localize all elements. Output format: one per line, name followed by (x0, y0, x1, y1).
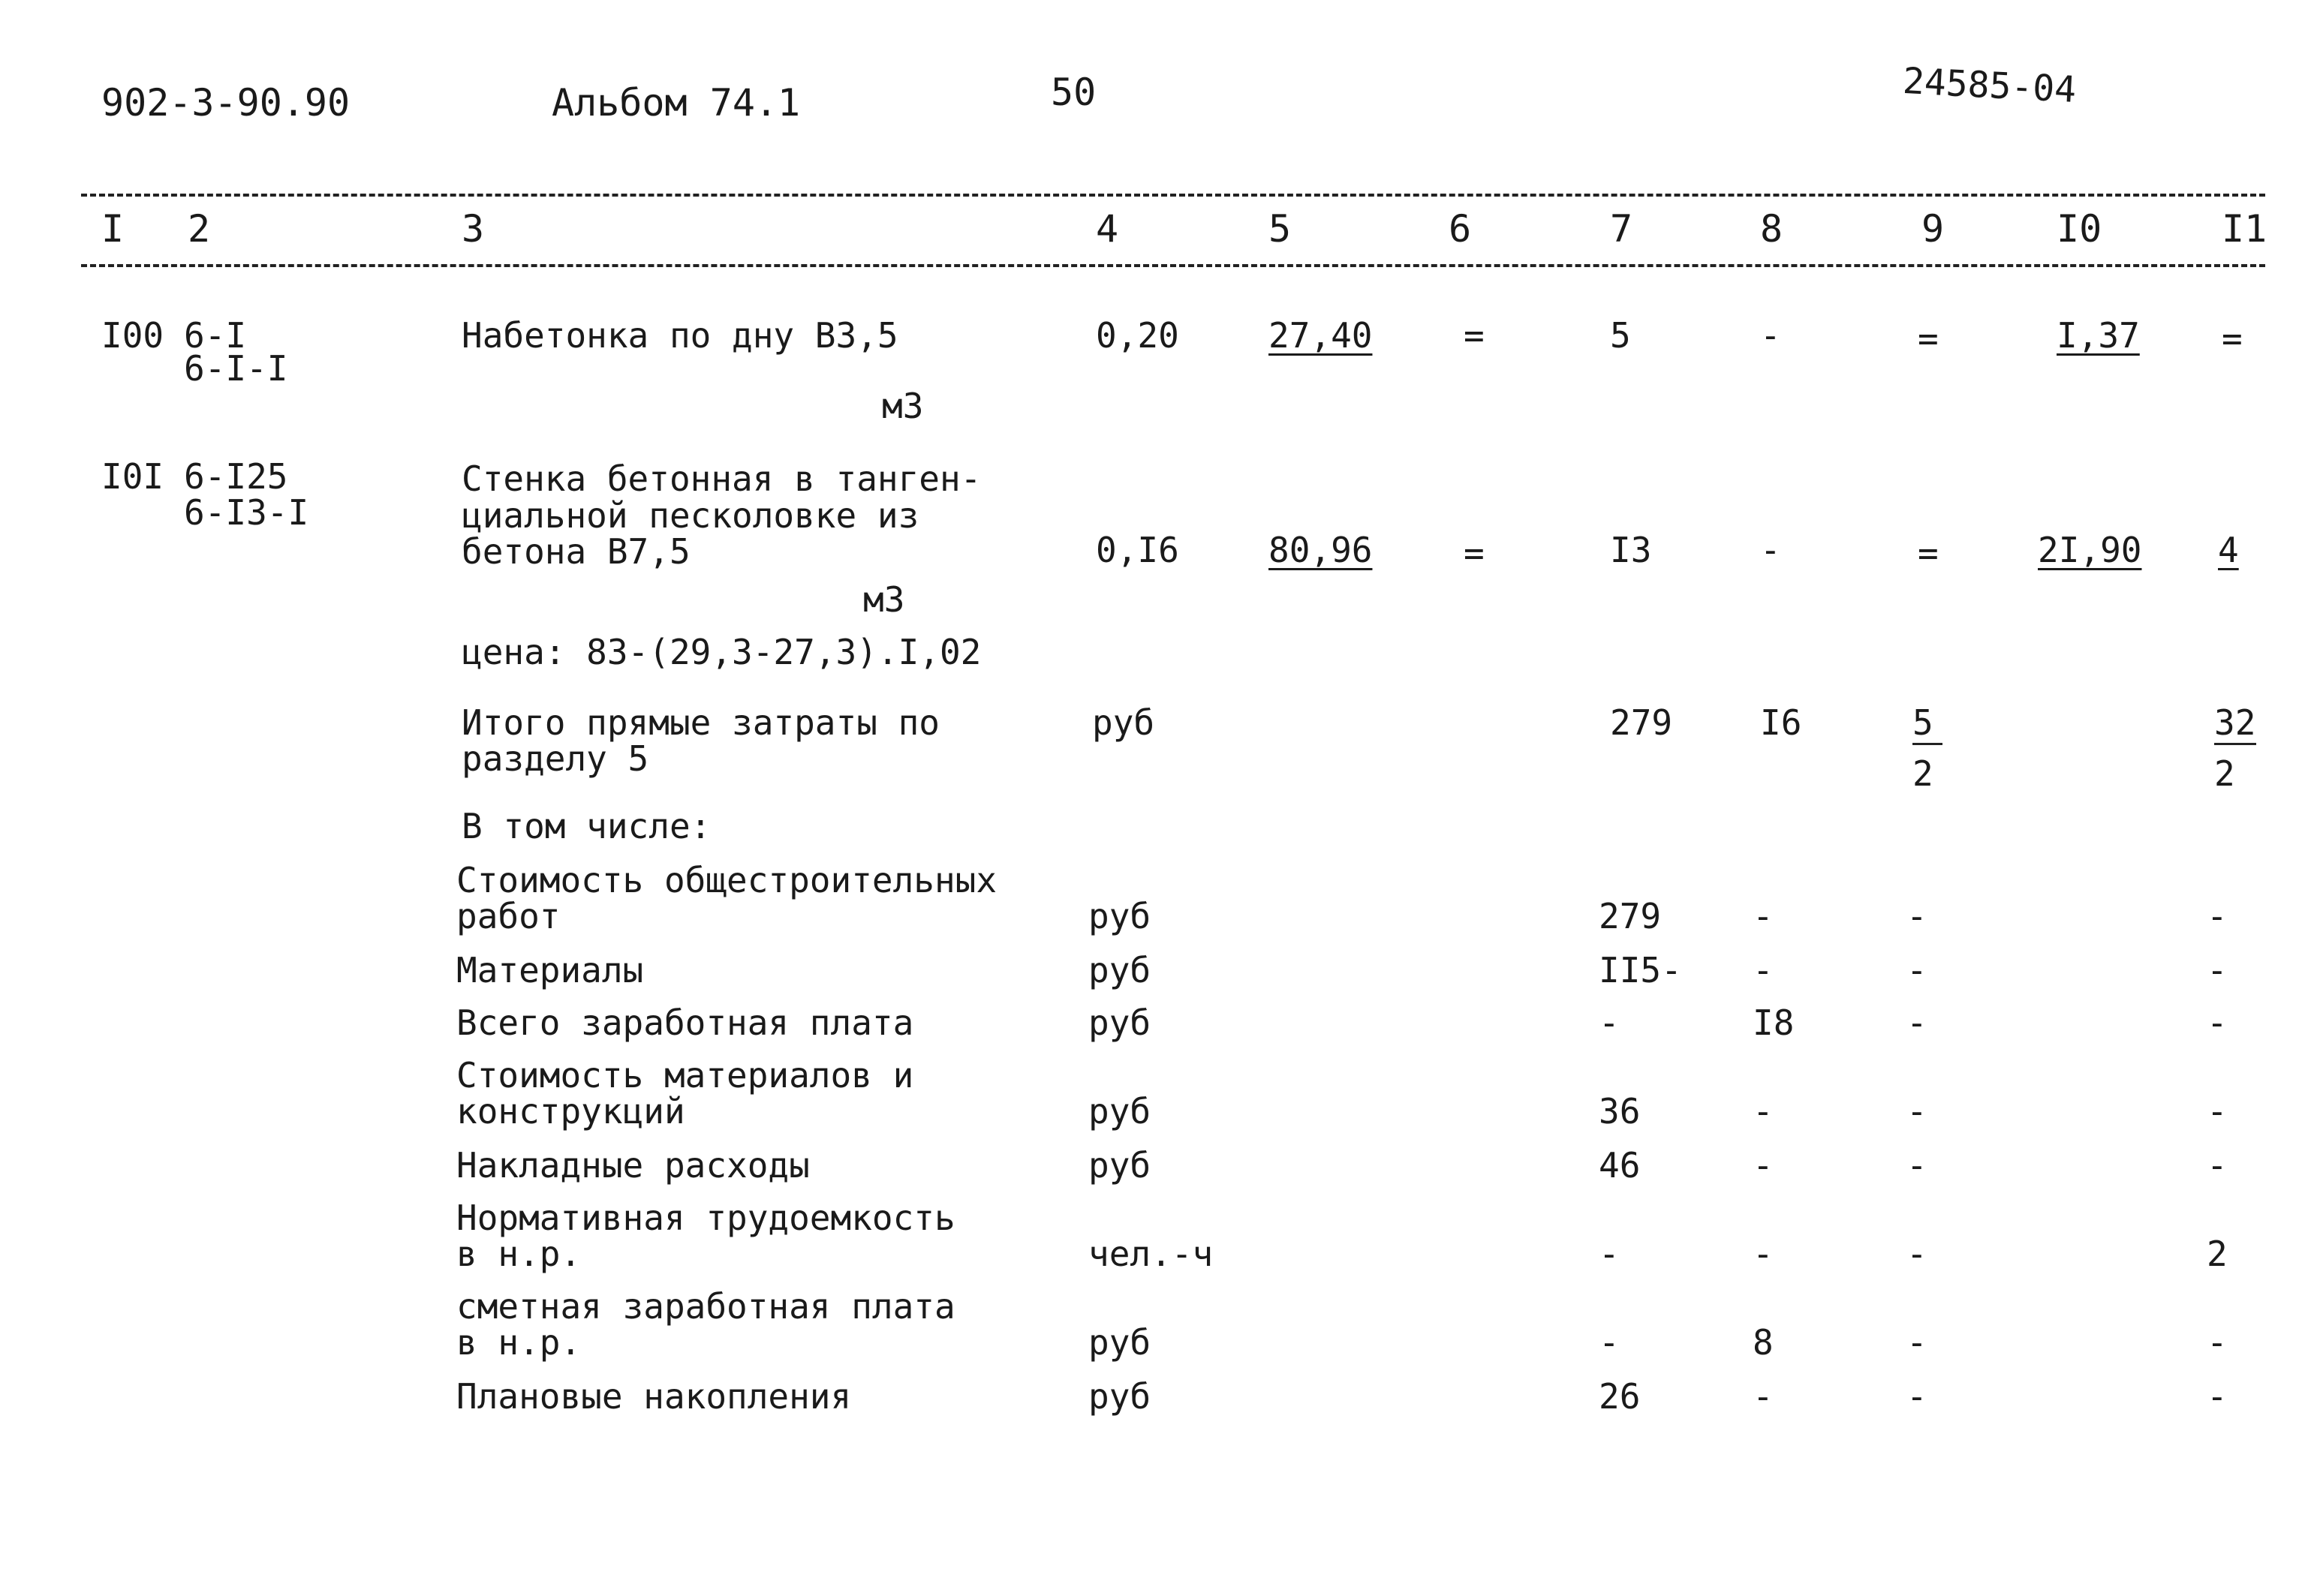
breakdown-col11: - (2207, 950, 2228, 990)
row-description: Набетонка по дну В3,5 (462, 315, 898, 356)
row-unit: м3 (863, 579, 905, 620)
breakdown-col7: 36 (1599, 1091, 1641, 1132)
row-unit: м3 (882, 386, 924, 426)
total-col7: 279 (1610, 702, 1673, 743)
col-header-7: 7 (1610, 207, 1633, 251)
breakdown-col9: - (1906, 950, 1927, 990)
breakdown-col9: - (1906, 1145, 1927, 1186)
row-number: I00 (101, 315, 164, 356)
breakdown-label: Всего заработная плата (456, 1002, 914, 1043)
breakdown-col8: - (1753, 1376, 1774, 1417)
row-col7: 5 (1610, 315, 1631, 356)
total-col8: I6 (1760, 702, 1802, 743)
col-header-1: I (101, 207, 125, 251)
breakdown-col11: - (2207, 896, 2228, 936)
breakdown-col7: - (1599, 1322, 1620, 1363)
breakdown-col8: I8 (1753, 1002, 1795, 1043)
breakdown-col7: 26 (1599, 1376, 1641, 1417)
breakdown-label: сметная заработная плата (456, 1286, 955, 1327)
col-header-8: 8 (1760, 207, 1783, 251)
breakdown-col8: 8 (1753, 1322, 1774, 1363)
breakdown-col11: - (2207, 1145, 2228, 1186)
breakdown-col9: - (1906, 1322, 1927, 1363)
row-col6: = (1464, 315, 1485, 356)
breakdown-col9: - (1906, 896, 1927, 936)
row-unit-price: 80,96 (1268, 530, 1373, 570)
breakdown-col9: - (1906, 1091, 1927, 1132)
row-col9: = (1918, 318, 1939, 359)
col-header-5: 5 (1268, 207, 1292, 251)
row-number: I0I (101, 456, 164, 497)
breakdown-col11: - (2207, 1091, 2228, 1132)
row-code-sub: 6-I-I (184, 348, 288, 389)
row-unit-price: 27,40 (1268, 315, 1373, 356)
price-formula: цена: 83-(29,3-27,3).I,02 (462, 632, 982, 672)
breakdown-label-line2: в н.р. (456, 1234, 582, 1274)
breakdown-col7: II5- (1599, 950, 1682, 990)
breakdown-col11: 2 (2207, 1234, 2228, 1274)
breakdown-col9: - (1906, 1002, 1927, 1043)
col-header-4: 4 (1096, 207, 1119, 251)
breakdown-col11: - (2207, 1376, 2228, 1417)
col-header-11: I1 (2222, 207, 2267, 251)
fraction-bar (1912, 743, 1942, 745)
row-description-line3: бетона В7,5 (462, 531, 691, 572)
total-label-line1: Итого прямые затраты по (462, 702, 940, 743)
breakdown-unit: чел.-ч (1088, 1234, 1214, 1274)
breakdown-col8: - (1753, 1145, 1774, 1186)
breakdown-label: Стоимость общестроительных (456, 860, 998, 900)
breakdown-col8: - (1753, 950, 1774, 990)
row-col10: I,37 (2057, 315, 2140, 356)
breakdown-label: Материалы (456, 950, 644, 990)
breakdown-unit: руб (1088, 1145, 1151, 1186)
archive-stamp: 24585-04 (1901, 59, 2078, 112)
row-col11: 4 (2218, 530, 2239, 570)
row-quantity: 0,I6 (1096, 530, 1179, 570)
breakdown-label-line2: работ (456, 896, 561, 936)
breakdown-col8: - (1753, 1234, 1774, 1274)
breakdown-label-line2: в н.р. (456, 1322, 582, 1363)
row-col7: I3 (1610, 530, 1652, 570)
col-header-6: 6 (1449, 207, 1472, 251)
including-heading: В том числе: (462, 806, 712, 846)
total-col9-top: 5 (1912, 702, 1933, 743)
breakdown-label: Стоимость материалов и (456, 1055, 914, 1096)
total-col11-top: 32 (2214, 702, 2256, 743)
breakdown-col11: - (2207, 1322, 2228, 1363)
row-code: 6-I (184, 315, 247, 356)
breakdown-col7: 46 (1599, 1145, 1641, 1186)
breakdown-col7: - (1599, 1234, 1620, 1274)
breakdown-unit: руб (1088, 1322, 1151, 1363)
row-code-sub: 6-I3-I (184, 492, 309, 533)
row-col11: = (2222, 318, 2243, 359)
row-description-line2: циальной песколовке из (462, 495, 919, 536)
breakdown-col8: - (1753, 896, 1774, 936)
breakdown-col8: - (1753, 1091, 1774, 1132)
breakdown-col7: - (1599, 1002, 1620, 1043)
col-header-10: I0 (2057, 207, 2102, 251)
breakdown-col9: - (1906, 1376, 1927, 1417)
col-header-9: 9 (1921, 207, 1945, 251)
header-rule-top (81, 194, 2265, 197)
document-code: 902-3-90.90 (101, 81, 351, 125)
breakdown-label: Накладные расходы (456, 1145, 810, 1186)
breakdown-unit: руб (1088, 1376, 1151, 1417)
fraction-bar (2214, 743, 2256, 745)
row-col6: = (1464, 533, 1485, 573)
total-unit: руб (1092, 702, 1155, 743)
breakdown-label: Нормативная трудоемкость (456, 1198, 955, 1238)
header-rule-bottom (81, 264, 2265, 267)
total-col11-bottom: 2 (2214, 753, 2235, 794)
row-quantity: 0,20 (1096, 315, 1179, 356)
breakdown-unit: руб (1088, 950, 1151, 990)
row-col9: = (1918, 533, 1939, 573)
row-description-line1: Стенка бетонная в танген- (462, 458, 982, 499)
breakdown-col7: 279 (1599, 896, 1662, 936)
row-col10: 2I,90 (2038, 530, 2142, 570)
page-number: 50 (1051, 71, 1097, 114)
breakdown-unit: руб (1088, 896, 1151, 936)
row-col8: - (1760, 530, 1781, 570)
row-code: 6-I25 (184, 456, 288, 497)
breakdown-col9: - (1906, 1234, 1927, 1274)
breakdown-label: Плановые накопления (456, 1376, 852, 1417)
col-header-2: 2 (188, 207, 211, 251)
row-col8: - (1760, 315, 1781, 356)
breakdown-unit: руб (1088, 1002, 1151, 1043)
breakdown-unit: руб (1088, 1091, 1151, 1132)
total-col9-bottom: 2 (1912, 753, 1933, 794)
breakdown-label-line2: конструкций (456, 1091, 685, 1132)
col-header-3: 3 (462, 207, 485, 251)
breakdown-col11: - (2207, 1002, 2228, 1043)
album-label: Альбом 74.1 (552, 81, 801, 125)
total-label-line2: разделу 5 (462, 738, 649, 779)
